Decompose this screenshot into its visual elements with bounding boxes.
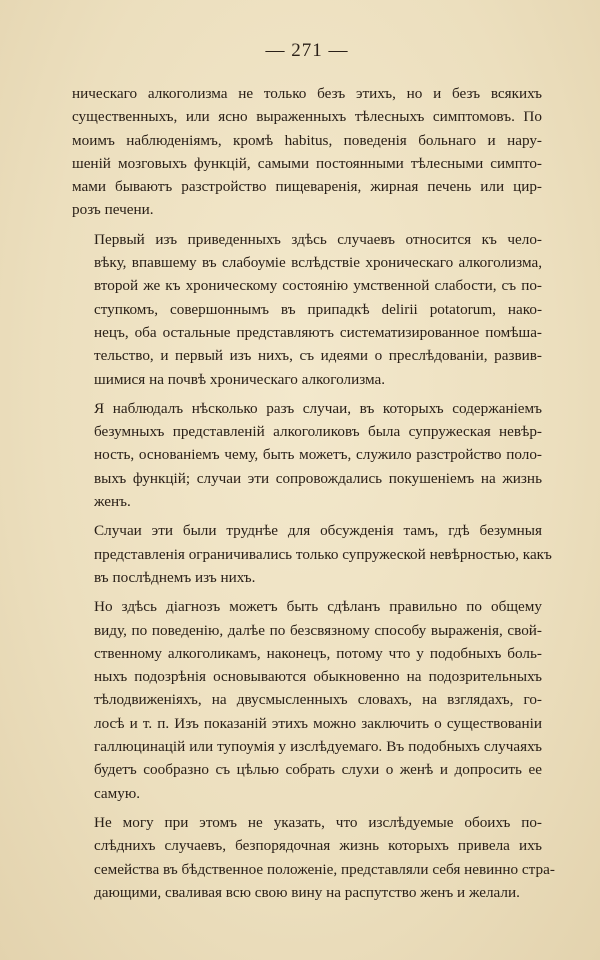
text-line: второй же къ хроническому состоянію умственной слабости, съ по- — [94, 277, 542, 295]
paragraph — [72, 595, 542, 805]
text-line: розъ печени. — [72, 201, 154, 219]
text-line: ступкомъ, совершоннымъ въ припадкѣ delirii potatorum, нако- — [94, 300, 542, 318]
paragraph — [72, 519, 552, 589]
text-line: ственному алкоголикамъ, наконецъ, потому что у подобныхъ боль- — [94, 644, 542, 662]
text-line: женъ. — [94, 493, 131, 511]
text-line: въ послѣднемъ изъ нихъ. — [94, 568, 256, 586]
text-line: выхъ функцій; случаи эти сопровождались покушеніемъ на жизнь — [94, 469, 542, 487]
text-line: шимися на почвѣ хроническаго алкоголизма. — [94, 370, 386, 388]
text-line: семейства въ бѣдственное положеніе, представляли себя невинно стра- — [94, 860, 555, 878]
text-line: Я наблюдалъ нѣсколько разъ случаи, въ которыхъ содержаніемъ — [94, 399, 542, 417]
text-line: тельство, и первый изъ нихъ, съ идеями о преслѣдованіи, развив- — [94, 347, 542, 365]
text-line: будетъ сообразно съ цѣлью собрать слухи о женѣ и допросить ее — [94, 761, 542, 779]
paragraph — [72, 811, 555, 904]
text-line: ность, основаніемъ чему, быть можетъ, служило разстройство поло- — [94, 446, 542, 464]
paragraph — [72, 228, 542, 391]
text-line: Случаи эти были труднѣе для обсужденія тамъ, гдѣ безумныя — [94, 522, 542, 540]
text-line: нецъ, оба остальные представляютъ систематизированное помѣша- — [94, 323, 542, 341]
text-line: безумныхъ представленій алкоголиковъ была супружеская невѣр- — [94, 423, 542, 441]
text-line: лосѣ и т. п. Изъ показаній этихъ можно заключить о существованіи — [94, 714, 542, 732]
text-line: тѣлодвиженіяхъ, на двусмысленныхъ словахъ, на взглядахъ, го- — [94, 691, 542, 709]
text-line: Но здѣсь діагнозъ можетъ быть сдѣланъ правильно по общему — [94, 598, 542, 616]
text-line: представленія ограничивались только супружеской невѣрностью, какъ — [94, 545, 552, 563]
text-line: дающими, сваливая всю свою вину на распутство женъ и желали. — [94, 883, 520, 901]
text-line: существенныхъ, или ясно выраженныхъ тѣлесныхъ симптомовъ. По — [72, 108, 542, 126]
text-line: ническаго алкоголизма не только безъ этихъ, но и безъ всякихъ — [72, 85, 542, 102]
text-line: моимъ наблюденіямъ, кромѣ habitus, поведенія больнаго и нару- — [72, 131, 542, 149]
text-line: Первый изъ приведенныхъ здѣсь случаевъ относится къ чело- — [94, 230, 542, 248]
text-line: самую. — [94, 784, 141, 802]
text-line: слѣднихъ случаевъ, безпорядочная жизнь которыхъ привела ихъ — [94, 837, 542, 855]
text-line: мами бываютъ разстройство пищеваренія, жирная печень или цир- — [72, 178, 542, 196]
body-text — [72, 82, 555, 904]
paragraph — [72, 397, 542, 513]
text-line: виду, по поведенію, далѣе по безсвязному способу выраженія, свой- — [94, 621, 542, 639]
text-line: галлюцинацій или тупоумія у изслѣдуемаго. Въ подобныхъ случаяхъ — [94, 738, 542, 756]
text-line: шеній мозговыхъ функцій, самыми постоянными тѣлесными симпто- — [72, 154, 542, 172]
text-line: вѣку, впавшему въ слабоуміе вслѣдствіе хроническаго алкоголизма, — [94, 254, 542, 272]
page-number: — 271 — — [265, 40, 349, 61]
text-line: Не могу при этомъ не указать, что изслѣдуемые обоихъ по- — [94, 813, 542, 831]
paragraph — [72, 82, 542, 222]
text-line: ныхъ подозрѣнія основываются обыкновенно на подозрительныхъ — [94, 668, 542, 686]
